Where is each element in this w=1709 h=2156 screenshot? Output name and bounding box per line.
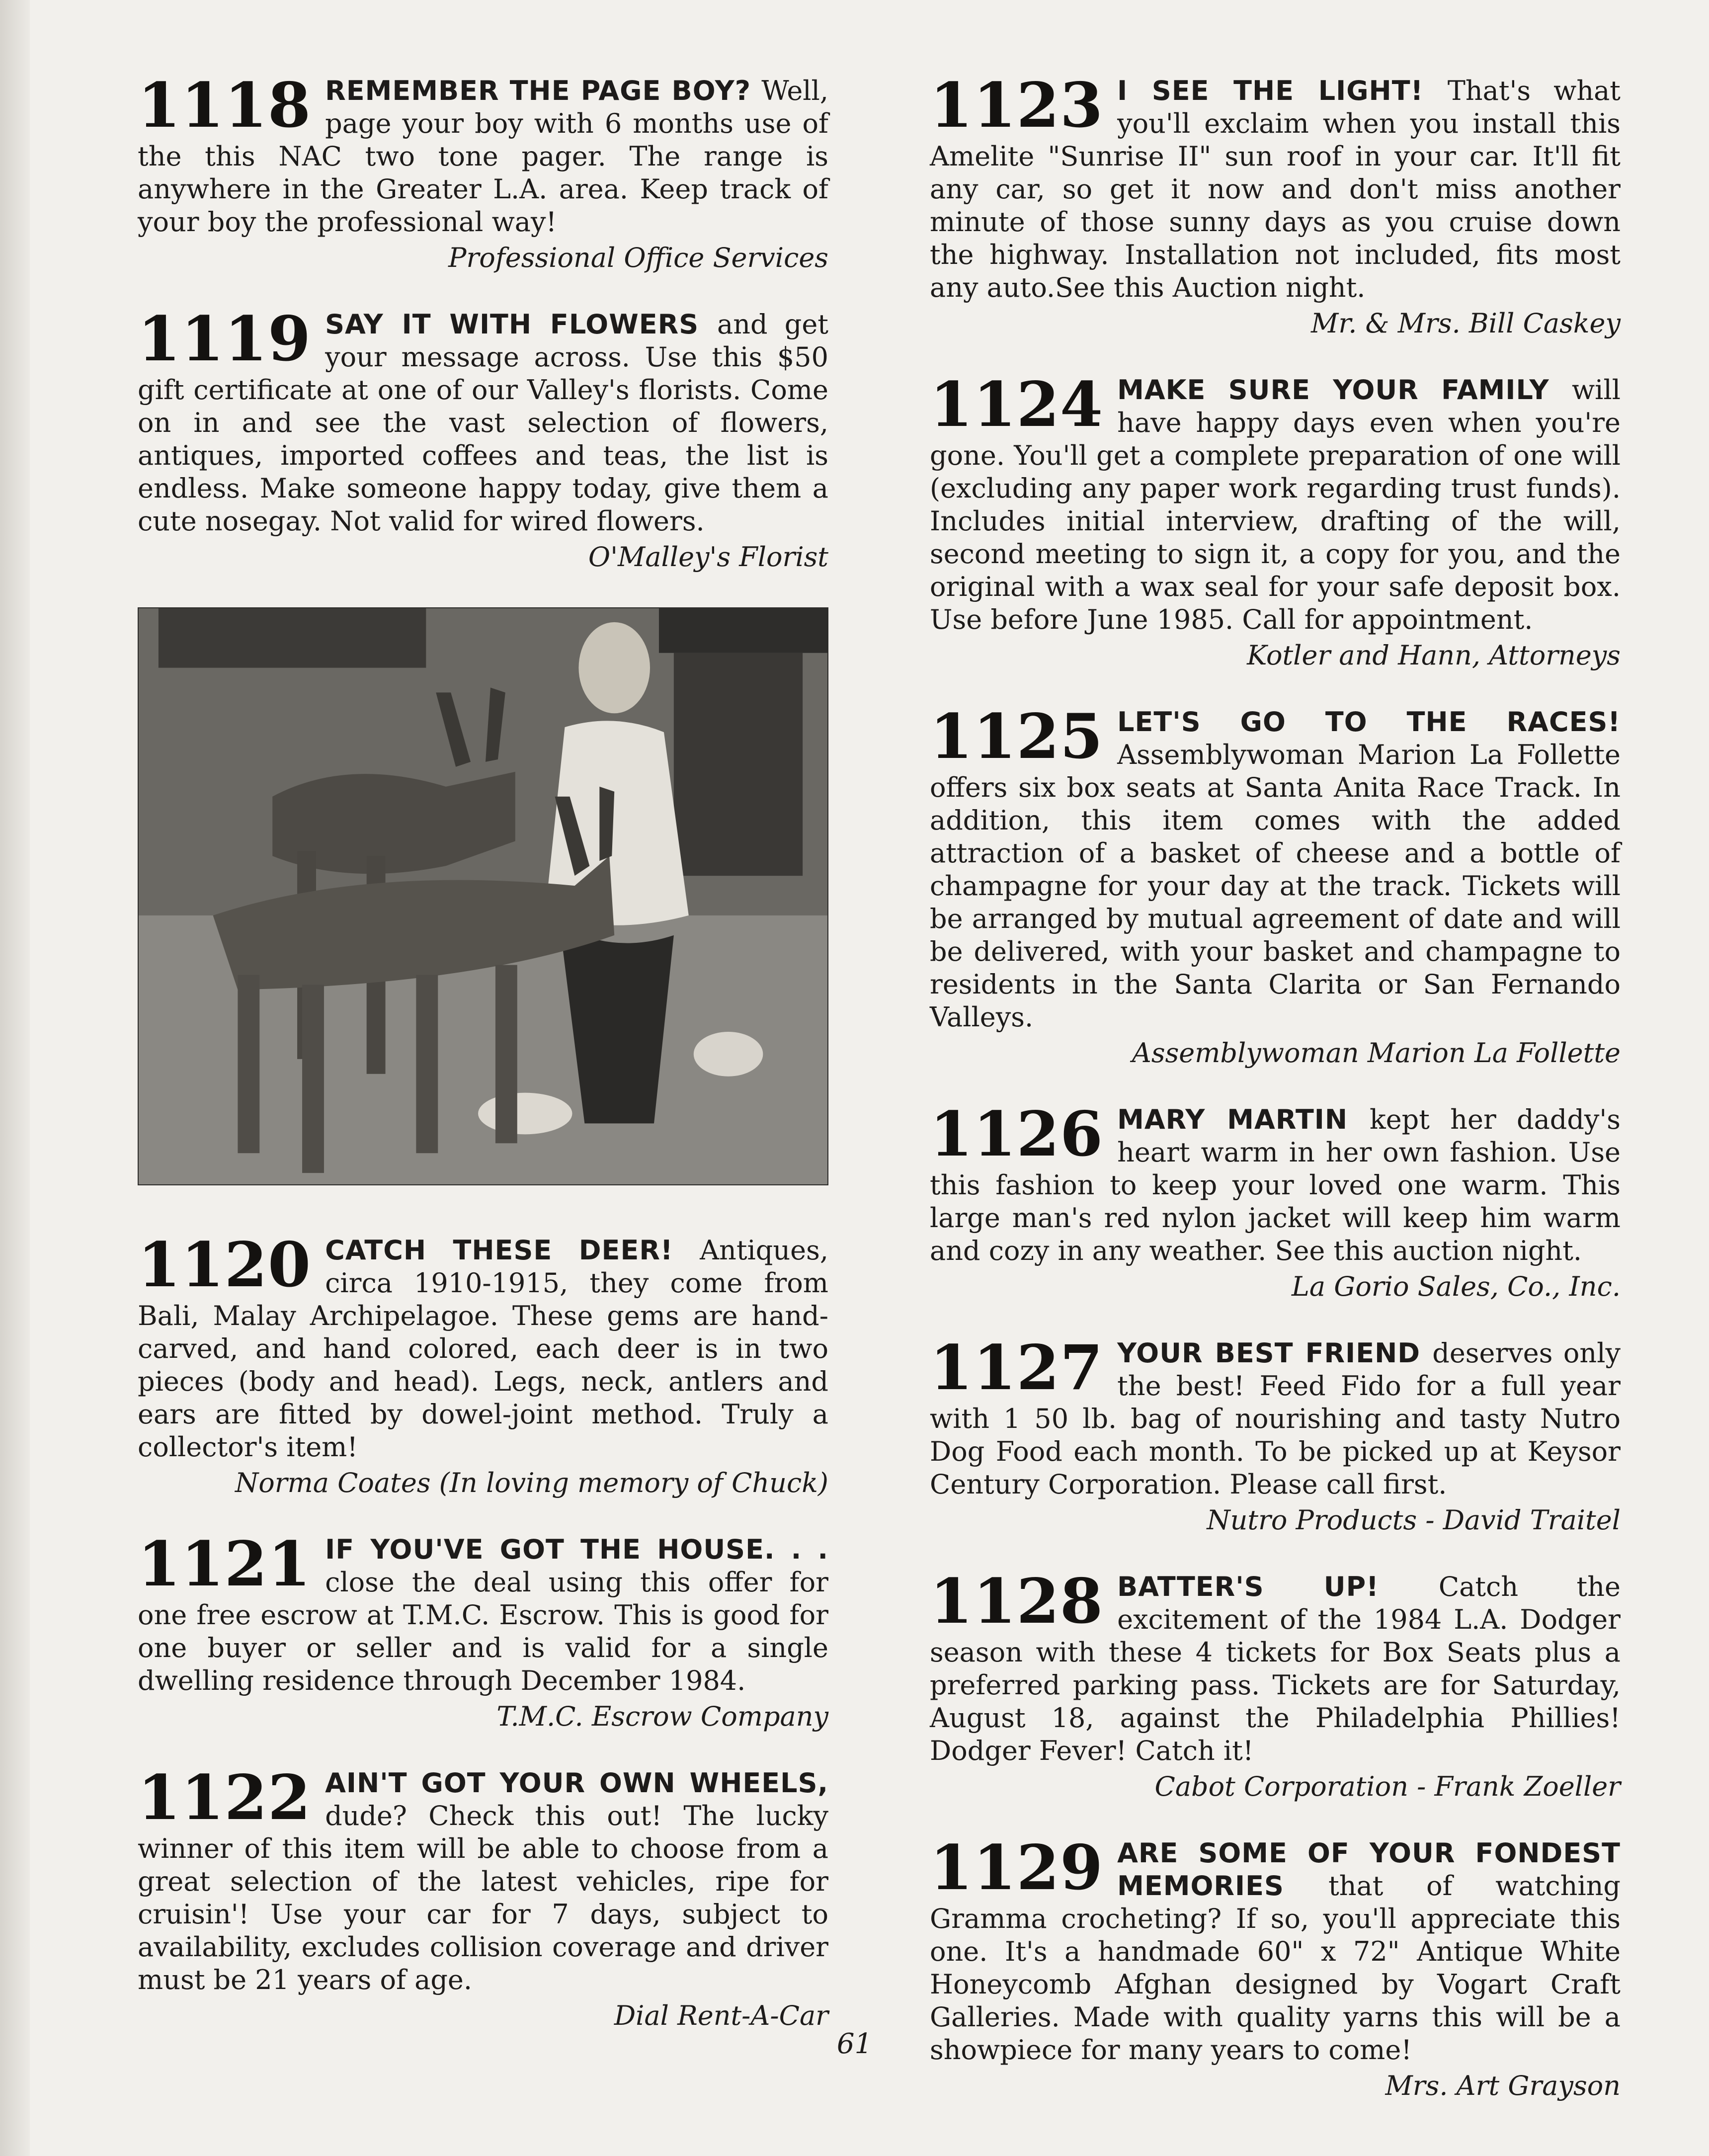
item-number: 1123: [930, 70, 1104, 142]
item-number: 1125: [930, 701, 1104, 773]
item-headline: AIN'T GOT YOUR OWN WHEELS,: [325, 1767, 828, 1799]
item-sponsor: T.M.C. Escrow Company: [496, 1701, 828, 1732]
item-number: 1119: [138, 303, 312, 375]
item-number: 1122: [138, 1762, 312, 1834]
item-number: 1124: [930, 369, 1104, 441]
item-body: That's what you'll exclaim when you install this Amelite "Sunrise II" sun roof in your car. It'll fit any car, so get it now and don't miss another minute of those sunny days as you cruise down the highway. Installation not included, fits most any auto.See this Auction night.: [930, 75, 1621, 303]
item-body: will have happy days even when you're gone. You'll get a complete preparation of one will (excluding any paper work regarding trust funds). Includes initial interview, drafting of the will, second meeting to sign it, a copy for you, and the original with a wax seal for your safe deposit box. Use before June 1985. Call for appointment.: [930, 374, 1621, 635]
item-number: 1129: [930, 1832, 1104, 1904]
auction-item-1123: [930, 70, 1621, 340]
auction-item-1125: [930, 701, 1621, 1070]
item-number: 1128: [930, 1566, 1104, 1638]
item-headline: YOUR BEST FRIEND: [1117, 1337, 1433, 1369]
item-sponsor: Kotler and Hann, Attorneys: [1247, 640, 1621, 671]
item-body: deserves only the best! Feed Fido for a full year with 1 50 lb. bag of nourishing and tasty Nutro Dog Food each month. To be picked up at Keysor Century Corporation. Please call first.: [930, 1337, 1621, 1500]
item-number: 1121: [138, 1528, 312, 1600]
item-body: dude? Check this out! The lucky winner of this item will be able to choose from a great selection of the latest vehicles, ripe for cruisin'! Use your car for 7 days, subject to availability, excludes collision coverage and driver must be 21 years of age.: [138, 1800, 828, 1995]
auction-item-1122: [138, 1762, 828, 2032]
item-sponsor: Dial Rent-A-Car: [614, 2000, 828, 2031]
item-headline: REMEMBER THE PAGE BOY?: [325, 75, 762, 106]
auction-item-1129: [930, 1832, 1621, 2102]
item-body: close the deal using this offer for one free escrow at T.M.C. Escrow. This is good for one buyer or seller and is valid for a single dwelling residence through December 1984.: [138, 1567, 828, 1696]
item-sponsor: Norma Coates (In loving memory of Chuck): [235, 1467, 828, 1498]
item-number: 1118: [138, 70, 312, 142]
right-column: [930, 70, 1621, 2136]
item-headline: IF YOU'VE GOT THE HOUSE. . .: [325, 1534, 828, 1565]
item-number: 1120: [138, 1229, 312, 1301]
item-body: kept her daddy's heart warm in her own fashion. Use this fashion to keep your loved one warm. This large man's red nylon jacket will keep him warm and cozy in any weather. See this auction night.: [930, 1104, 1621, 1266]
auction-item-1119: [138, 303, 828, 574]
item-sponsor: O'Malley's Florist: [588, 541, 828, 573]
item-headline: BATTER'S UP!: [1117, 1571, 1439, 1602]
auction-item-1126: [930, 1098, 1621, 1303]
item-sponsor: Mr. & Mrs. Bill Caskey: [1311, 308, 1621, 339]
item-headline: ARE SOME OF YOUR FONDEST MEMORIES: [1117, 1837, 1621, 1902]
auction-item-1124: [930, 369, 1621, 672]
item-headline: I SEE THE LIGHT!: [1117, 75, 1448, 106]
item-sponsor: Professional Office Services: [448, 242, 828, 273]
auction-item-1121: [138, 1528, 828, 1733]
item-sponsor: Mrs. Art Grayson: [1385, 2070, 1621, 2101]
item-headline: SAY IT WITH FLOWERS: [325, 309, 717, 340]
left-column: [138, 70, 828, 2066]
item-headline: CATCH THESE DEER!: [325, 1235, 700, 1266]
auction-item-1120: [138, 1229, 828, 1499]
item-headline: MARY MARTIN: [1117, 1104, 1370, 1135]
page-binding-edge: [0, 0, 30, 2156]
item-body: Assemblywoman Marion La Follette offers six box seats at Santa Anita Race Track. In addition, this item comes with the added attraction of a basket of cheese and a bottle of champagne for your day at the track. Tickets will be arranged by mutual agreement of date and will be delivered, with your basket and champagne to residents in the Santa Clarita or San Fernando Valleys.: [930, 739, 1621, 1033]
auction-item-1127: [930, 1332, 1621, 1537]
item-body: Well, page your boy with 6 months use of the this NAC two tone pager. The range is anywhere in the Greater L.A. area. Keep track of your boy the professional way!: [138, 75, 828, 238]
page-number: 61: [836, 2028, 873, 2060]
item-sponsor: Cabot Corporation - Frank Zoeller: [1154, 1771, 1621, 1802]
item-body: Catch the excitement of the 1984 L.A. Dodger season with these 4 tickets for Box Seats plus a preferred parking pass. Tickets are for Saturday, August 18, against the Philadelphia Phillies! Dodger Fever! Catch it!: [930, 1571, 1621, 1766]
item-body: that of watching Gramma crocheting? If so, you'll appreciate this one. It's a handmade 60" x 72" Antique White Honeycomb Afghan designed by Vogart Craft Galleries. Made with quality yarns this will be a showpiece for many years to come!: [930, 1870, 1621, 2066]
photo-illustration: [139, 608, 827, 1184]
item-sponsor: La Gorio Sales, Co., Inc.: [1292, 1271, 1621, 1302]
item-sponsor: Assemblywoman Marion La Follette: [1132, 1037, 1621, 1069]
item-number: 1127: [930, 1332, 1104, 1404]
item-body: and get your message across. Use this $50 gift certificate at one of our Valley's florists. Come on in and see the vast selection of flowers, antiques, imported coffees and teas, the list is endless. Make someone happy today, give them a cute nosegay. Not valid for wired flowers.: [138, 309, 828, 537]
item-headline: MAKE SURE YOUR FAMILY: [1117, 374, 1572, 406]
item-number: 1126: [930, 1098, 1104, 1170]
auction-item-1118: [138, 70, 828, 274]
item-headline: LET'S GO TO THE RACES!: [1117, 706, 1621, 738]
auction-item-1128: [930, 1566, 1621, 1803]
photo-girl-with-carved-deer: [138, 607, 828, 1185]
item-sponsor: Nutro Products - David Traitel: [1207, 1504, 1621, 1536]
item-body: Antiques, circa 1910-1915, they come from Bali, Malay Archipelagoe. These gems are hand-carved, and hand colored, each deer is in two pieces (body and head). Legs, neck, antlers and ears are fitted by dowel-joint method. Truly a collector's item!: [138, 1235, 828, 1463]
